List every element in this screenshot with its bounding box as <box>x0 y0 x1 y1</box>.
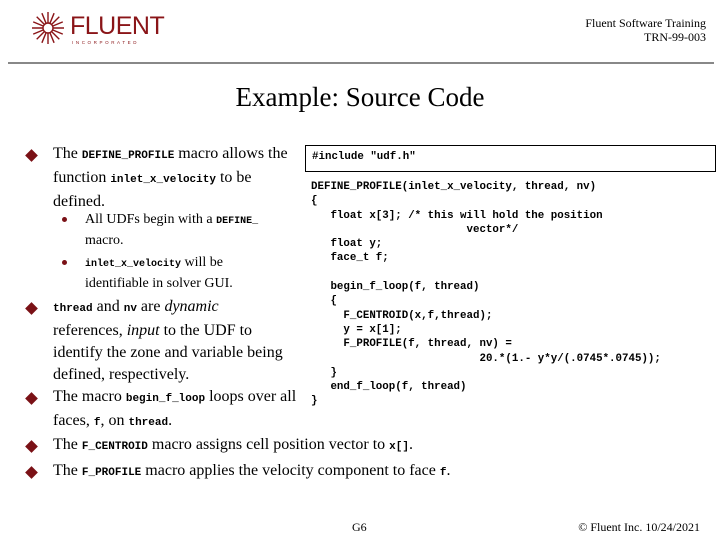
bullet-diamond-icon <box>25 302 38 315</box>
code-term: thread <box>128 417 169 429</box>
bullet-text <box>53 460 513 484</box>
code-include-line: #include "udf.h" <box>312 151 416 163</box>
logo-subtext: INCORPORATED <box>72 40 140 45</box>
logo <box>30 10 66 51</box>
text-run: The <box>53 145 82 162</box>
code-term: inlet_x_velocity <box>85 259 182 270</box>
text-run: macro applies the velocity component to face <box>141 462 440 479</box>
sub-bullet-dot-icon <box>62 260 67 265</box>
text-run: The macro <box>53 388 126 405</box>
bullet-text <box>53 296 283 386</box>
text-run: to be defined. <box>53 169 252 210</box>
copyright: © Fluent Inc. 10/24/2021 <box>578 520 700 534</box>
text-run: . <box>408 436 413 453</box>
code-term: inlet_x_velocity <box>110 174 216 186</box>
bullet-diamond-icon <box>25 392 38 405</box>
text-run: . <box>446 462 451 479</box>
code-term: DEFINE_ <box>216 216 259 227</box>
text-run: to the UDF to identify the zone and variable being defined, respectively. <box>53 322 283 383</box>
code-term: begin_f_loop <box>125 393 206 405</box>
bullet-diamond-icon <box>25 466 38 479</box>
text-run: references, <box>53 322 127 339</box>
bullet-diamond-icon <box>25 440 38 453</box>
code-term: thread <box>53 303 93 315</box>
text-run: are <box>136 298 165 315</box>
bullet-text <box>53 386 303 434</box>
text-run: . <box>168 412 173 429</box>
code-term: x[] <box>389 441 409 453</box>
code-term: f <box>93 417 101 429</box>
sub-bullet-text <box>85 253 290 293</box>
emphasis-text: input <box>126 322 160 339</box>
course-code: TRN-99-003 <box>644 30 706 44</box>
logo-starburst-icon <box>30 10 66 46</box>
page-number: G6 <box>352 520 367 534</box>
code-term: F_CENTROID <box>81 441 148 453</box>
text-run: The <box>53 436 82 453</box>
text-run: macro allows the function <box>53 145 288 186</box>
code-term: F_PROFILE <box>81 467 142 479</box>
text-run: The <box>53 462 82 479</box>
code-term: f <box>439 467 447 479</box>
course-info <box>585 16 706 44</box>
code-term: nv <box>123 303 137 315</box>
text-run: All UDFs begin with a <box>85 212 217 227</box>
bullet-text <box>53 143 293 213</box>
text-run: macro assigns cell position vector to <box>147 436 390 453</box>
text-run: and <box>92 298 124 315</box>
text-run: loops over all faces, <box>53 388 297 429</box>
sub-bullet-text <box>85 210 290 250</box>
course-name: Fluent Software Training <box>585 16 706 30</box>
text-run: , on <box>100 412 129 429</box>
code-block: DEFINE_PROFILE(inlet_x_velocity, thread, nv) { float x[3]; /* this will hold the position vector*/ float y; face_t f; begin_f_loop(f, thread) { F_CENTROID(x,f,thread); y = x[1]; F_PROFILE(f, thread, nv) = 20.*(1.- y*y/(.0745*.0745)); } end_f_loop(f, thread) } <box>311 181 661 408</box>
text-run: will be identifiable in solver GUI. <box>85 255 233 291</box>
header-divider <box>8 62 714 64</box>
emphasis-text: dynamic <box>164 298 219 315</box>
code-term: DEFINE_PROFILE <box>81 150 175 162</box>
bullet-diamond-icon <box>25 149 38 162</box>
text-run: macro. <box>85 233 124 248</box>
sub-bullet-dot-icon <box>62 217 67 222</box>
slide-title: Example: Source Code <box>235 82 485 112</box>
logo-wordmark: FLUENT <box>70 12 165 40</box>
